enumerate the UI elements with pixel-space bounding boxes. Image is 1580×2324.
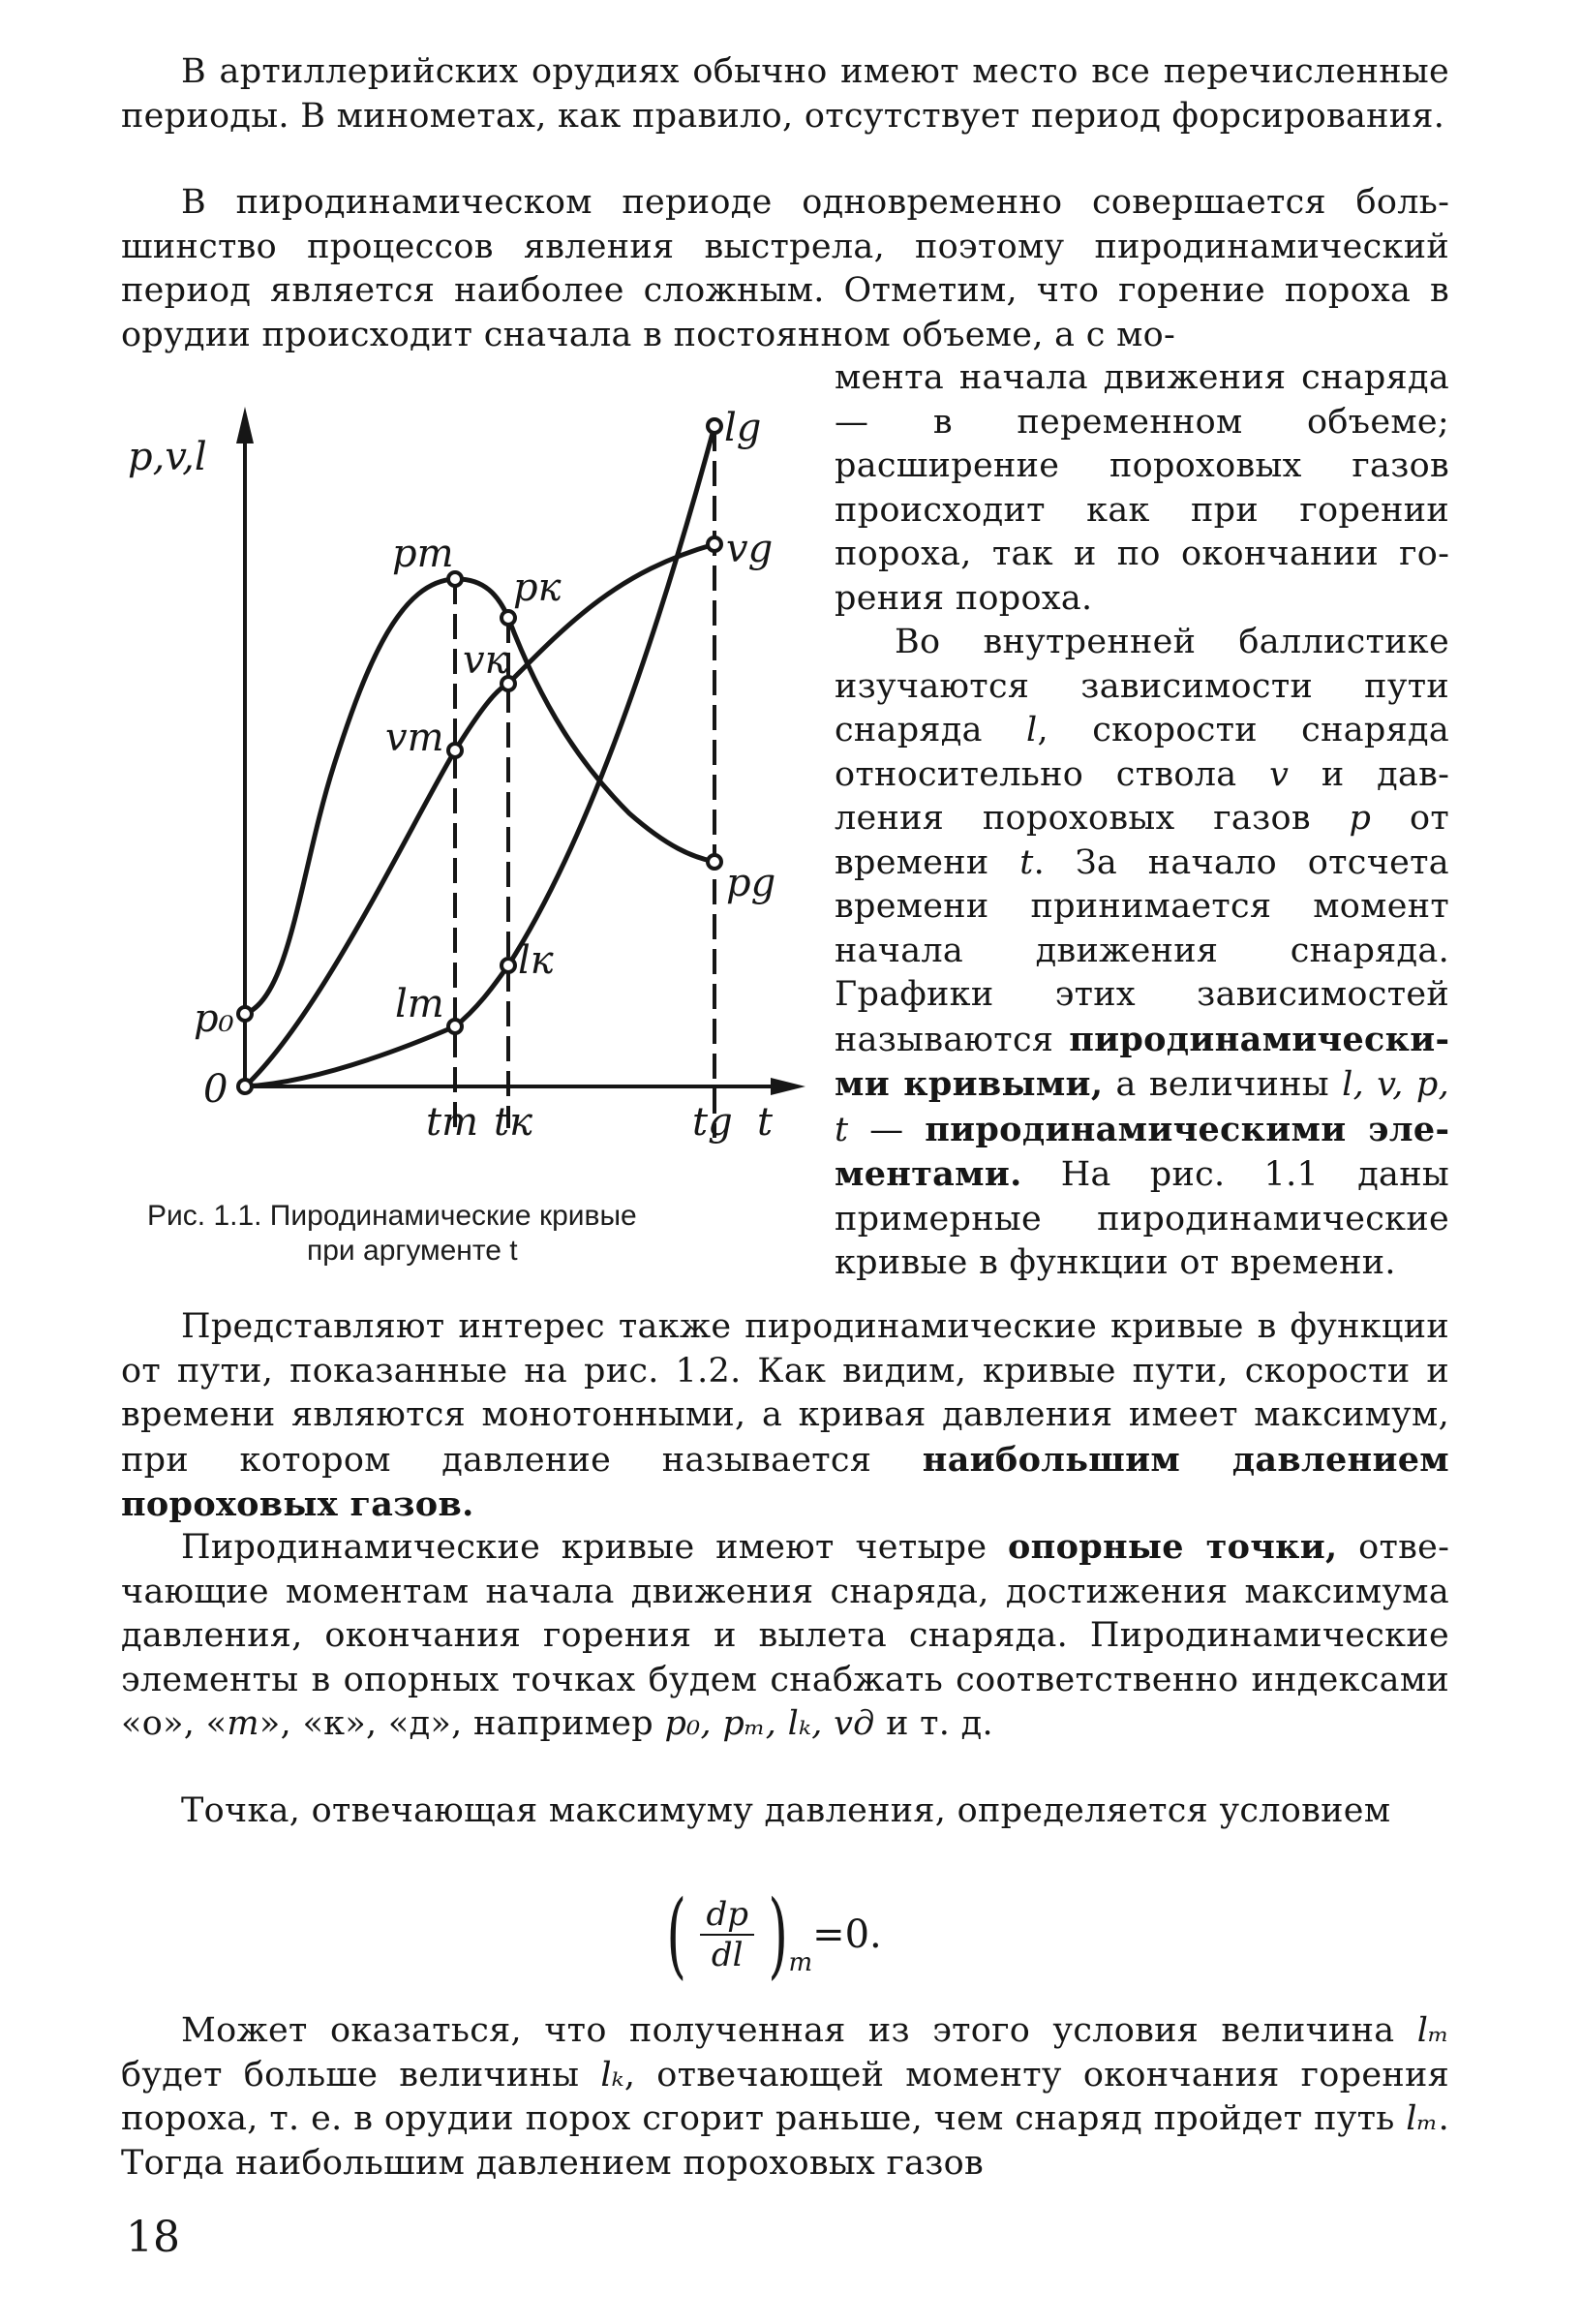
label-vg: vg: [726, 527, 774, 571]
point-pk: [501, 611, 515, 625]
label-p0: p₀: [194, 996, 234, 1041]
paragraph-max-condition: Точка, отвечающая максимуму давления, определяется условием: [181, 1791, 1391, 1830]
point-lk: [501, 959, 515, 972]
label-tm: tm: [426, 1100, 479, 1145]
x-axis-arrow: [771, 1078, 805, 1095]
paragraph-periods: В артиллерийских орудиях обычно имеют место все перечисленные периоды. В минометах, как правило, отсутствует период форсирования.: [121, 52, 1449, 136]
paragraph-path-curves: Представляют интерес также пиродинамические кривые в функции от пути, показанные на рис. 1.2. Как видим, кривые пути, скорости и времени являются монотонными, а кривая давления имеет максимум, при котором давление называется наибольшим давлением пороховых газов.: [121, 1307, 1449, 1524]
label-lk: lк: [518, 938, 554, 983]
formula-fraction: $\frac{dp}{dl}$: [700, 1895, 754, 1974]
label-vm: vm: [385, 716, 444, 760]
point-vg: [708, 537, 721, 551]
paragraph-reference-points: Пиродинамические кривые имеют четыре опорные точки, отвечающие моментам начала движения снаряда, достижения максимума давления, окончания горения и вылета снаряда. Пиродинамические элементы в опорных точках будем снабжать соответственно индексами «о», «m», «к», «д», например p₀, pₘ, lₖ, vд и т. д.: [121, 1527, 1449, 1743]
paragraph-lm-lk: Может оказаться, что полученная из этого условия величина lₘ будет больше величины lₖ, отвечающей моменту окончания горения пороха, т. е. в орудии порох сгорит раньше, чем снаряд пройдет путь lₘ. Тогда наибольшим давлением пороховых газов: [121, 2011, 1449, 2183]
point-vm: [448, 744, 462, 757]
figure-caption: [147, 1199, 767, 1269]
caption-line-1: Рис. 1.1. Пиродинамические кривые: [147, 1200, 637, 1232]
path-curve: [245, 426, 714, 1086]
label-tk: tк: [494, 1100, 532, 1145]
y-axis-label: p,v,l: [128, 435, 207, 479]
origin-label: 0: [203, 1067, 228, 1112]
point-p0: [238, 1007, 252, 1021]
page-number: 18: [126, 2213, 180, 2262]
point-lg: [708, 419, 721, 433]
label-lg: lg: [724, 406, 762, 450]
y-axis-arrow: [236, 407, 254, 443]
label-tg: tg: [692, 1100, 733, 1145]
x-axis-label: t: [757, 1100, 774, 1145]
paragraph-pyrodynamic-period: В пиродинамическом периоде одновременно совершается большинство процессов явления выстрела, поэтому пиродинамический период является наиболее сложным. Отметим, что горение пороха в орудии происходит сначала в постоянном объеме, а с мо-: [121, 183, 1449, 354]
formula-dp-dl: ( $\frac{dp}{dl}$ ) m =0.: [666, 1881, 882, 1989]
formula-rhs: =0.: [812, 1912, 882, 1957]
caption-line-2: при аргументе t: [307, 1235, 518, 1267]
column-paragraph-2: Во внутренней баллистике изучаются зависимости пути снаряда l, скорости снаряда относительно ствола v и давления пороховых газов p от времени t. За начало отсчета времени принимается момент начала движения снаряда. Графики этих зависимостей называются пиродинамическими кривыми, а величины l, v, p, t — пиродинамическими элементами. На рис. 1.1 даны примерные пиродинамические кривые в функции от времени.: [835, 623, 1450, 1282]
point-lm: [448, 1020, 462, 1033]
point-origin: [238, 1080, 252, 1093]
column-paragraph-1: мента начала движения снаряда — в переменном объеме; расширение пороховых газов происходит как при горении пороха, так и по окончании горения пороха.: [835, 358, 1449, 618]
label-pm: pm: [392, 532, 454, 576]
label-pk: pк: [513, 566, 562, 610]
point-pg: [708, 855, 721, 869]
label-pg: pg: [726, 861, 776, 905]
label-lm: lm: [395, 982, 444, 1026]
label-vk: vк: [463, 638, 508, 683]
